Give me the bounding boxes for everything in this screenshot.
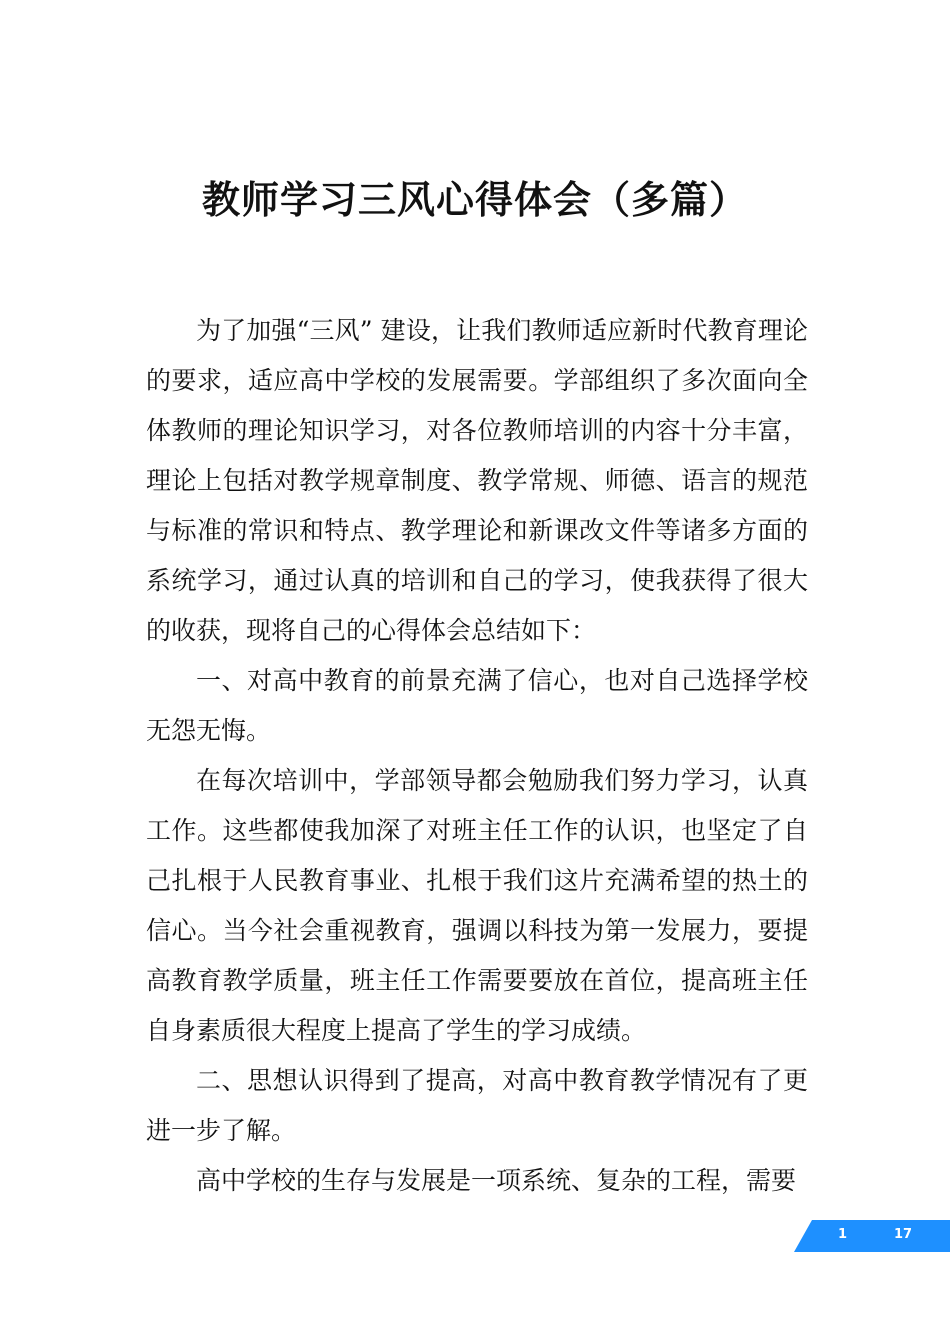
current-page-number: 1 [838, 1227, 848, 1242]
paragraph-school-development: 高中学校的生存与发展是一项系统、复杂的工程，需要 [196, 1166, 797, 1195]
paragraph-intro: 为了加强“三风” 建设，让我们教师适应新时代教育理论的要求，适应高中学校的发展需要。学部组织了多次面向全体教师的理论知识学习，对各位教师培训的内容十分丰富，理论上包括对教学规章制度、教学常规、师德、语言的规范与标准的常识和特点、教学理论和新课改文件等诸多方面的系统学习，通过认真的培训和自己的学习，使我获得了很大的收获，现将自己的心得体会总结如下： [146, 316, 808, 645]
paragraph-heading-1: 一、对高中教育的前景充满了信心，也对自己选择学校无怨无悔。 [146, 666, 808, 745]
paragraph-heading-2: 二、思想认识得到了提高，对高中教育教学情况有了更进一步了解。 [146, 1066, 808, 1145]
document-body [146, 306, 808, 1206]
page-badge-shape [794, 1220, 950, 1252]
document-title: 教师学习三风心得体会（多篇） [201, 178, 748, 222]
page-number-badge [794, 1220, 950, 1252]
paragraph-training: 在每次培训中，学部领导都会勉励我们努力学习，认真工作。这些都使我加深了对班主任工作的认识，也坚定了自己扎根于人民教育事业、扎根于我们这片充满希望的热土的信心。当今社会重视教育，强调以科技为第一发展力，要提高教育教学质量，班主任工作需要要放在首位，提高班主任自身素质很大程度上提高了学生的学习成绩。 [146, 766, 808, 1045]
total-pages-number: 17 [894, 1227, 913, 1242]
